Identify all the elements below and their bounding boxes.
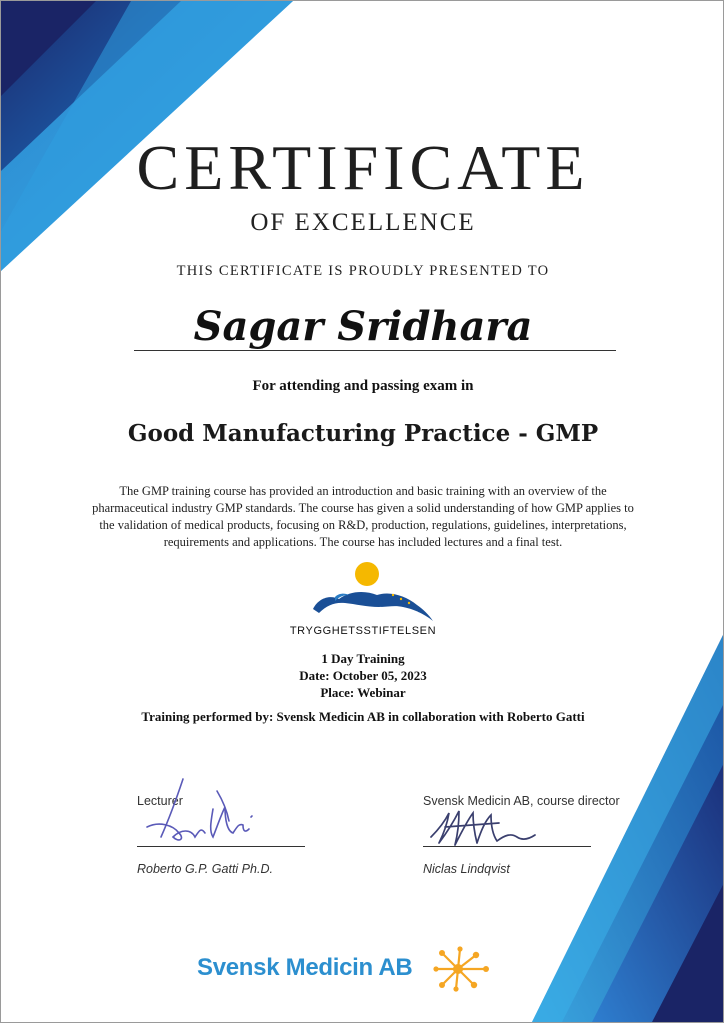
director-signature-line — [423, 846, 591, 847]
course-description: The GMP training course has provided an introduction and basic training with an overview of the pharmaceutical industry GMP standards. The course has given a solid understanding of how GMP applies to the validation of medical products, focusing on R&D, production, regulations, guidelines, interpretations, requirements and applications. The course has included lectures and a final test. — [92, 484, 634, 549]
lecturer-role: Lecturer — [137, 794, 183, 808]
training-performed-by: Training performed by: Svensk Medicin AB in collaboration with Roberto Gatti — [141, 709, 585, 724]
recipient-name: Sagar Sridhara — [193, 303, 533, 350]
training-duration: 1 Day Training — [321, 651, 405, 666]
director-role: Svensk Medicin AB, course director — [423, 794, 620, 808]
presented-to-text: THIS CERTIFICATE IS PROUDLY PRESENTED TO — [176, 263, 550, 279]
trygghetsstiftelsen-logo-icon — [309, 557, 439, 623]
brand-name: Svensk Medicin AB — [197, 954, 413, 981]
lecturer-name: Roberto G.P. Gatti Ph.D. — [137, 862, 273, 876]
attending-text: For attending and passing exam in — [252, 378, 474, 394]
training-place: Place: Webinar — [320, 685, 406, 700]
training-date: Date: October 05, 2023 — [299, 668, 427, 683]
lecturer-signature-icon — [139, 771, 269, 851]
certificate-title: CERTIFICATE — [136, 132, 590, 203]
org-name: TRYGGHETSSTIFTELSEN — [289, 625, 437, 637]
recipient-underline — [134, 350, 616, 351]
certificate-subtitle: OF EXCELLENCE — [250, 209, 476, 236]
molecule-icon — [430, 945, 494, 993]
director-name: Niclas Lindqvist — [423, 862, 510, 876]
course-title: Good Manufacturing Practice - GMP — [127, 420, 599, 447]
director-signature-icon — [425, 799, 545, 851]
lecturer-signature-line — [137, 846, 305, 847]
